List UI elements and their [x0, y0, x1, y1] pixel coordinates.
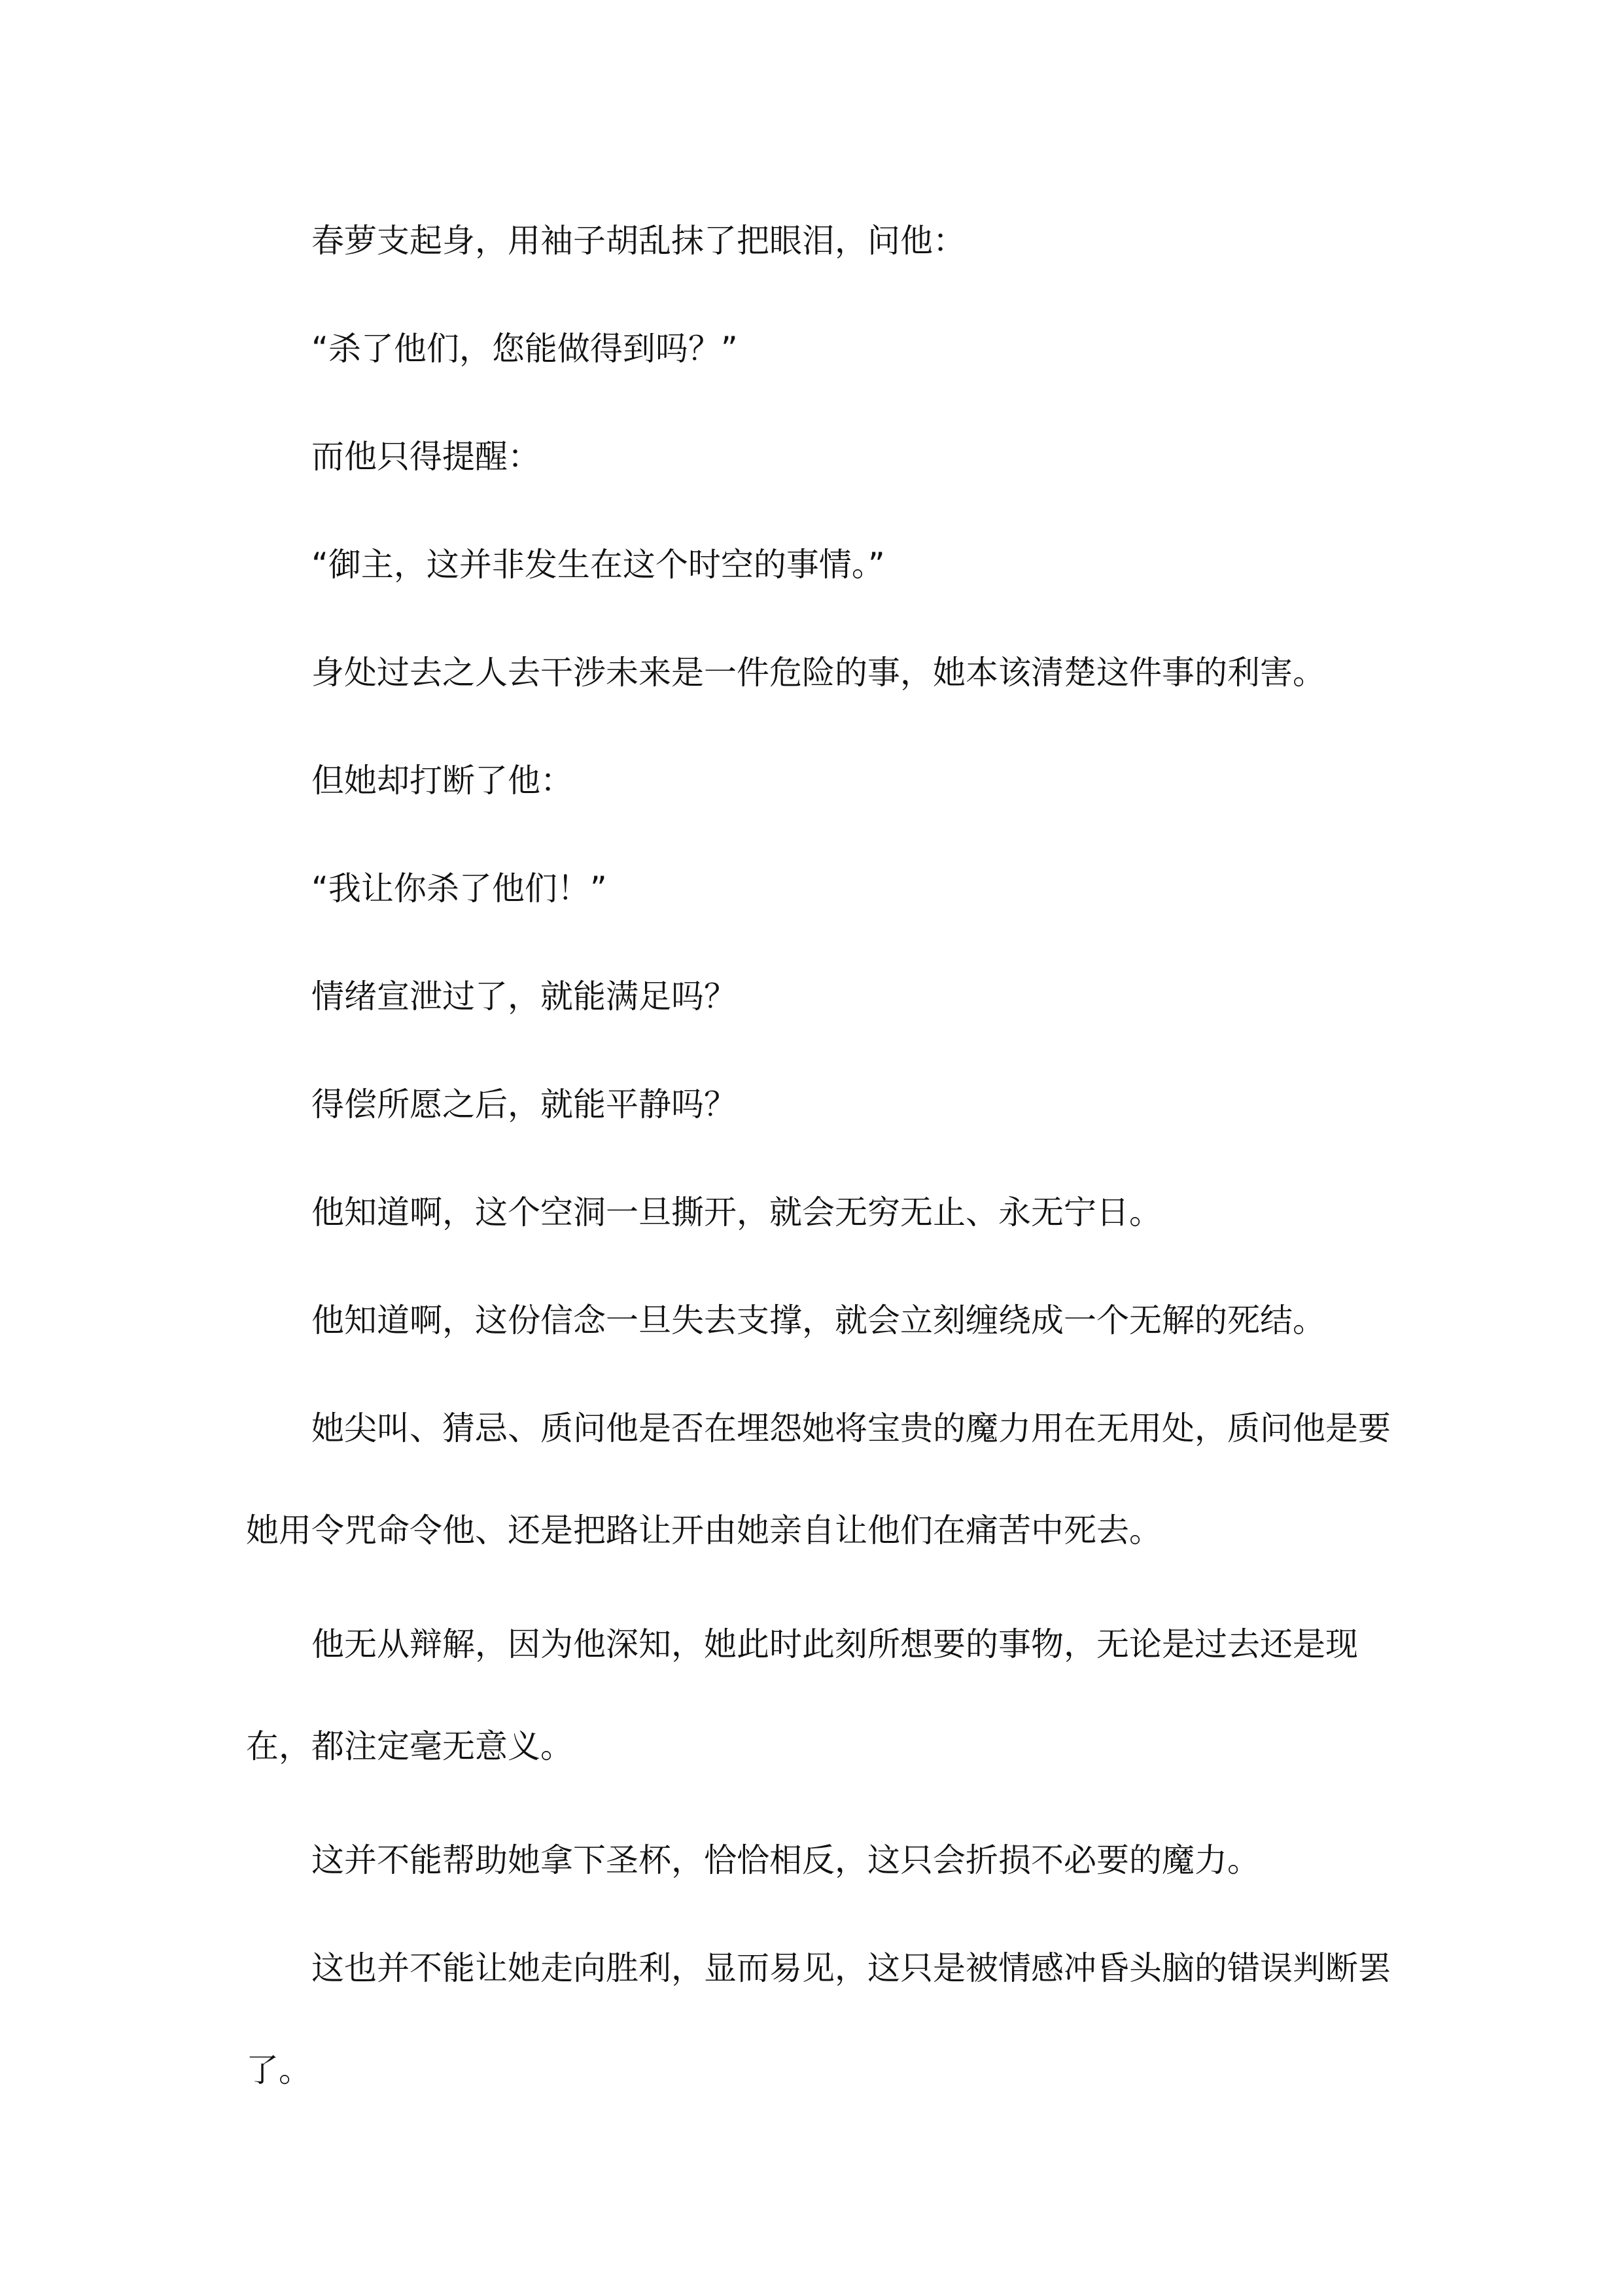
paragraph: “我让你杀了他们！”	[311, 870, 607, 908]
paragraph: 情绪宣泄过了，就能满足吗？	[311, 978, 737, 1016]
paragraph: 这也并不能让她走向胜利，显而易见，这只是被情感冲昏头脑的错误判断罢了。	[246, 1949, 1391, 2089]
paragraph: 这并不能帮助她拿下圣杯，恰恰相反，这只会折损不必要的魔力。	[311, 1841, 1260, 1879]
paragraph: “杀了他们，您能做得到吗？”	[311, 330, 738, 368]
paragraph: “御主，这并非发生在这个时空的事情。”	[311, 546, 885, 584]
paragraph: 得偿所愿之后，就能平静吗？	[311, 1086, 737, 1123]
paragraph: 身处过去之人去干涉未来是一件危险的事，她本该清楚这件事的利害。	[311, 654, 1325, 692]
paragraph: 但她却打断了他：	[311, 762, 573, 800]
paragraph: 她尖叫、猜忌、质问他是否在埋怨她将宝贵的魔力用在无用处，质问他是要她用令咒命令他、还是把路让开由她亲自让他们在痛苦中死去。	[246, 1409, 1391, 1549]
paragraph: 而他只得提醒：	[311, 438, 540, 476]
paragraph: 他无从辩解，因为他深知，她此时此刻所想要的事物，无论是过去还是现在，都注定毫无意义。	[246, 1625, 1358, 1765]
paragraph: 春萝支起身，用袖子胡乱抹了把眼泪，问他：	[311, 222, 966, 260]
paragraph: 他知道啊，这个空洞一旦撕开，就会无穷无止、永无宁日。	[311, 1193, 1162, 1231]
paragraph: 他知道啊，这份信念一旦失去支撑，就会立刻缠绕成一个无解的死结。	[311, 1301, 1325, 1339]
